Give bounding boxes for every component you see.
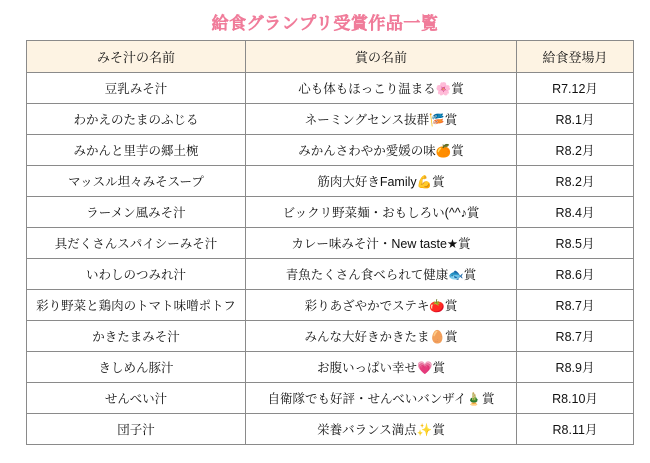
table-row [27,166,634,197]
page-title: 給食グランプリ受賞作品一覧 [211,14,439,33]
cell-soup-name: きしめん豚汁 [27,352,246,383]
cell-month: R8.1月 [517,104,634,135]
cell-prize-name: 彩りあざやかでステキ🍅賞 [246,290,517,321]
table-body [27,73,634,445]
cell-prize-name: ネーミングセンス抜群🎏賞 [246,104,517,135]
cell-prize-name: 自衛隊でも好評・せんべいバンザイ🎍賞 [246,383,517,414]
cell-soup-name: ラーメン風みそ汁 [27,197,246,228]
cell-prize-name: お腹いっぱい幸せ💗賞 [246,352,517,383]
cell-month: R8.7月 [517,290,634,321]
cell-month: R7.12月 [517,73,634,104]
table-row [27,321,634,352]
cell-soup-name: せんべい汁 [27,383,246,414]
cell-month: R8.10月 [517,383,634,414]
cell-prize-name: カレー味みそ汁・New taste★賞 [246,228,517,259]
cell-month: R8.6月 [517,259,634,290]
cell-month: R8.4月 [517,197,634,228]
table-row [27,135,634,166]
cell-soup-name: 団子汁 [27,414,246,445]
table-row [27,228,634,259]
table-row [27,383,634,414]
cell-soup-name: かきたまみそ汁 [27,321,246,352]
cell-month: R8.2月 [517,166,634,197]
table-row [27,104,634,135]
cell-soup-name: 豆乳みそ汁 [27,73,246,104]
cell-prize-name: 筋肉大好きFamily💪賞 [246,166,517,197]
cell-soup-name: 彩り野菜と鶏肉のトマト味噌ポトフ [27,290,246,321]
column-header-month: 給食登場月 [517,41,634,73]
column-header-prize-name: 賞の名前 [246,41,517,73]
table-row [27,197,634,228]
cell-month: R8.11月 [517,414,634,445]
table-container [0,40,650,445]
cell-month: R8.9月 [517,352,634,383]
cell-prize-name: 青魚たくさん食べられて健康🐟賞 [246,259,517,290]
cell-soup-name: わかえのたまのふじる [27,104,246,135]
table-header-row [27,41,634,73]
cell-month: R8.7月 [517,321,634,352]
table-row [27,290,634,321]
cell-prize-name: ビックリ野菜麺・おもしろい(^^♪賞 [246,197,517,228]
cell-soup-name: 具だくさんスパイシーみそ汁 [27,228,246,259]
cell-prize-name: 心も体もほっこり温まる🌸賞 [246,73,517,104]
cell-month: R8.2月 [517,135,634,166]
table-row [27,259,634,290]
awards-table [26,40,634,445]
cell-month: R8.5月 [517,228,634,259]
column-header-soup-name: みそ汁の名前 [27,41,246,73]
table-row [27,414,634,445]
table-header [27,41,634,73]
cell-prize-name: みかんさわやか愛媛の味🍊賞 [246,135,517,166]
cell-soup-name: みかんと里芋の郷土椀 [27,135,246,166]
table-row [27,352,634,383]
cell-prize-name: 栄養バランス満点✨賞 [246,414,517,445]
cell-soup-name: マッスル坦々みそスープ [27,166,246,197]
cell-prize-name: みんな大好きかきたま🥚賞 [246,321,517,352]
table-row [27,73,634,104]
cell-soup-name: いわしのつみれ汁 [27,259,246,290]
